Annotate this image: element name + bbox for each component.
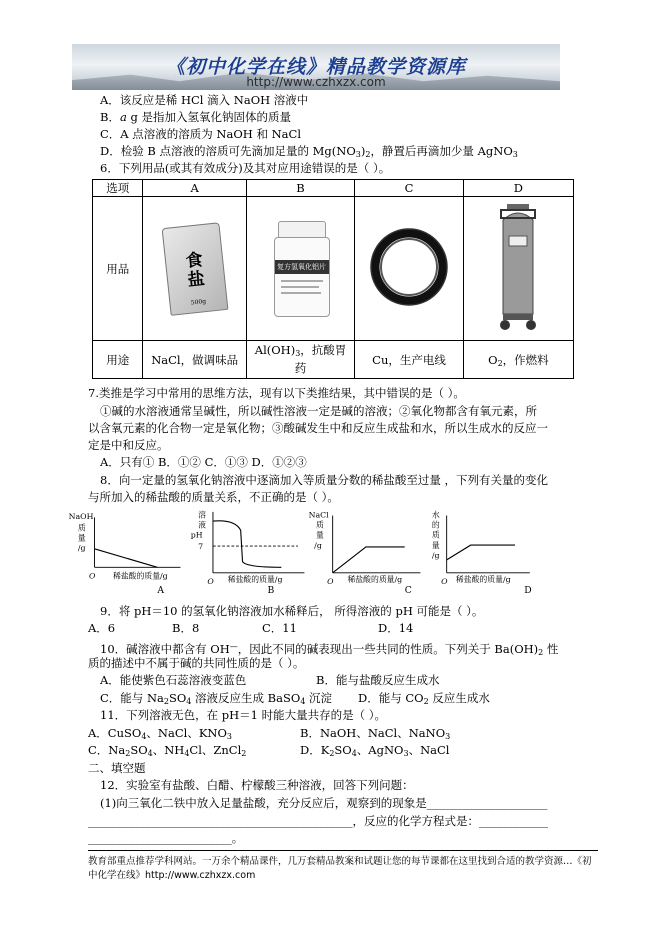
- q7-options: A．只有① B．①② C．①③ D．①②③: [100, 455, 307, 469]
- graph-c-ylabel-1: NaCl: [308, 510, 329, 520]
- graph-c-ylabel-2: 质: [316, 520, 324, 530]
- q6-use-a: NaCl，做调味品: [143, 341, 246, 379]
- q6-header-c: C: [355, 180, 464, 197]
- q6-header-b: B: [246, 180, 354, 197]
- q6-stem: 6．下列用品(或其有效成分)及其对应用途错误的是（ ）。: [100, 161, 391, 175]
- q9-option-b: B．8: [172, 621, 200, 635]
- q10-option-b: B．能与盐酸反应生成水: [316, 673, 440, 687]
- graph-a-origin: O: [88, 571, 96, 581]
- graph-b-xlabel: 稀盐酸的质量/g: [227, 575, 283, 585]
- q5-option-c: C．A 点溶液的溶质为 NaOH 和 NaCl: [100, 127, 301, 141]
- footer-line-2: 中化学在线》http://www.czhxzx.com: [88, 870, 256, 881]
- q6-item-c: [355, 197, 464, 341]
- q6-use-c: Cu，生产电线: [355, 341, 464, 379]
- q10-option-a: A．能使紫色石蕊溶液变蓝色: [100, 673, 247, 687]
- q11-stem: 11．下列溶液无色，在 pH＝1 时能大量共存的是（ ）。: [100, 708, 387, 722]
- q6-table: [92, 179, 574, 379]
- graph-d-ylabel-2: 的: [431, 520, 440, 530]
- graph-a-ylabel-2: 质: [77, 523, 86, 533]
- q5-option-b: B．a g 是指加入氢氧化钠固体的质量: [100, 110, 291, 124]
- q12-blank-2b[interactable]: ____________: [479, 814, 548, 828]
- q12-blank-1[interactable]: _____________________: [426, 796, 548, 810]
- q12-blank-2a[interactable]: ______________________________________________: [88, 814, 353, 828]
- section-2-title: 二、填空题: [88, 761, 146, 775]
- q7-body-3: 定是中和反应。: [88, 438, 169, 452]
- graph-b-ylabel-1: 溶: [198, 510, 207, 520]
- q8-stem-1: 8．向一定量的氢氧化钠溶液中逐滴加入等质量分数的稀盐酸至过量 ，下列有关量的变化: [100, 473, 548, 487]
- graph-c-origin: O: [327, 576, 334, 586]
- q9-option-c: C．11: [262, 621, 297, 635]
- banner-title: 《初中化学在线》精品教学资源库: [165, 56, 466, 78]
- q12-part-1: (1)向三氧化二铁中放入足量盐酸，充分反应后，观察到的现象是_____________________: [100, 796, 548, 810]
- graph-d-ylabel-3: 质: [431, 530, 440, 540]
- q8-graph-b: [184, 510, 314, 595]
- q9-stem: 9．将 pH＝10 的氢氧化钠溶液加水稀释后， 所得溶液的 pH 可能是（ ）。: [100, 604, 484, 618]
- q6-item-d: [463, 197, 573, 341]
- q6-row-use-label: 用途: [93, 341, 143, 379]
- graph-a-ylabel-3: 量: [77, 533, 86, 543]
- q8-graph-c: [300, 510, 430, 595]
- graph-c-ylabel-3: 量: [316, 530, 324, 540]
- q6-use-b: $Al(OH)_3$，抗酸胃 药: [246, 341, 354, 379]
- graph-b-origin: O: [207, 576, 214, 586]
- q12-line-3[interactable]: _________________________。: [88, 831, 244, 845]
- graph-b-ylabel-2: 液: [198, 520, 207, 530]
- q8-graph-d: [414, 510, 544, 595]
- graph-a-ylabel-1: NaOH: [68, 512, 94, 522]
- q11-option-d: D．$K_2SO_4$、AgNO$_3$、NaCl: [300, 743, 450, 758]
- q12-stem: 12．实验室有盐酸、白醋、柠檬酸三种溶液，回答下列问题：: [100, 778, 414, 792]
- graph-c-xlabel: 稀盐酸的质量/g: [347, 575, 403, 585]
- salt-bag-image: 食 盐 500g: [161, 222, 228, 316]
- graph-d-xlabel: 稀盐酸的质量/g: [455, 575, 511, 585]
- graph-d-origin: O: [441, 576, 448, 586]
- header-banner: [72, 44, 560, 90]
- graph-d-ylabel-4: 量: [431, 540, 440, 550]
- banner-url: http://www.czhxzx.com: [246, 75, 386, 89]
- graph-c-curve: [333, 547, 405, 573]
- gas-cylinder-image: [493, 202, 543, 332]
- graph-b-letter: B: [267, 585, 275, 595]
- q9-option-d: D．14: [378, 621, 414, 635]
- q5-option-a: A．该反应是稀 HCl 滴入 NaOH 溶液中: [100, 93, 309, 107]
- q6-item-b: [246, 197, 354, 341]
- q10-stem-1: 10．碱溶液中都含有 OH—，因此不同的碱表现出一些共同的性质。下列关于 $Ba(OH)_2$ 性: [100, 642, 559, 657]
- graph-d-letter: D: [524, 585, 532, 595]
- graph-c-letter: C: [404, 585, 412, 595]
- graph-a-xlabel: 稀盐酸的质量/g: [112, 571, 168, 581]
- q8-stem-2: 与所加入的稀盐酸的质量关系，不正确的是（ ）。: [88, 490, 339, 504]
- q11-option-b: B．NaOH、NaCl、NaNO$_3$: [300, 726, 451, 741]
- footer-divider: [88, 850, 598, 851]
- graph-d-curve: [447, 545, 515, 560]
- graph-a-curve: [95, 549, 158, 567]
- wire-coil-image: [369, 227, 449, 307]
- q10-option-d: D．能与 $CO_2$ 反应生成水: [358, 691, 490, 706]
- graph-a-ylabel-4: /g: [77, 543, 86, 553]
- q7-body-1: ①碱的水溶液通常呈碱性，所以碱性溶液一定是碱的溶液；②氧化物都含有氧元素，所: [100, 404, 537, 418]
- graph-a-letter: A: [157, 585, 165, 595]
- q8-graph-a: [60, 510, 190, 595]
- q7-body-2: 以含氧元素的化合物一定是氧化物；③酸碱发生中和反应生成盐和水，所以生成水的反应一: [88, 421, 548, 435]
- q11-option-c: C．$Na_2SO_4$、$NH_4Cl$、ZnCl$_2$: [88, 743, 247, 758]
- graph-b-ylabel-3: pH: [190, 530, 203, 540]
- q6-item-a: [143, 197, 246, 341]
- q9-option-a: A．6: [88, 621, 116, 635]
- q12-line-2: ______________________________________________，反应的化学方程式是：____________: [88, 814, 548, 828]
- graph-b-seven: 7: [198, 541, 204, 551]
- q10-stem-2: 质的描述中不属于碱的共同性质的是（ ）。: [88, 656, 305, 670]
- graph-c-ylabel-4: /g: [314, 540, 322, 550]
- q6-header-d: D: [463, 180, 573, 197]
- q6-header-a: A: [143, 180, 246, 197]
- q11-option-a: A．CuSO$_4$、NaCl、$KNO_3$: [88, 726, 232, 741]
- graph-d-ylabel-5: /g: [431, 551, 440, 561]
- q6-use-d: $O_2$，作燃料: [463, 341, 573, 379]
- q5-option-d: D．检验 B 点溶液的溶质可先滴加足量的 $Mg(NO_3)_2$，静置后再滴加少量 AgNO$_3$: [100, 144, 518, 159]
- footer-line-1: 教育部重点推荐学科网站。一万余个精品课件，几万套精品教案和试题让您的每节课都在这里找到合适的教学资源…《初: [88, 856, 592, 867]
- q7-stem: 7.类推是学习中常用的思维方法，现有以下类推结果，其中错误的是（ ）。: [88, 386, 465, 400]
- graph-d-ylabel-1: 水: [431, 510, 440, 520]
- q10-option-c: C．能与 $Na_2SO_4$ 溶液反应生成 BaSO$_4$ 沉淀: [100, 691, 333, 706]
- pill-bottle-image: 复方氢氧化铝片: [270, 221, 332, 317]
- q6-row-item-label: 用品: [93, 197, 143, 341]
- q6-header-option: 选项: [93, 180, 143, 197]
- graph-b-curve: [213, 521, 281, 567]
